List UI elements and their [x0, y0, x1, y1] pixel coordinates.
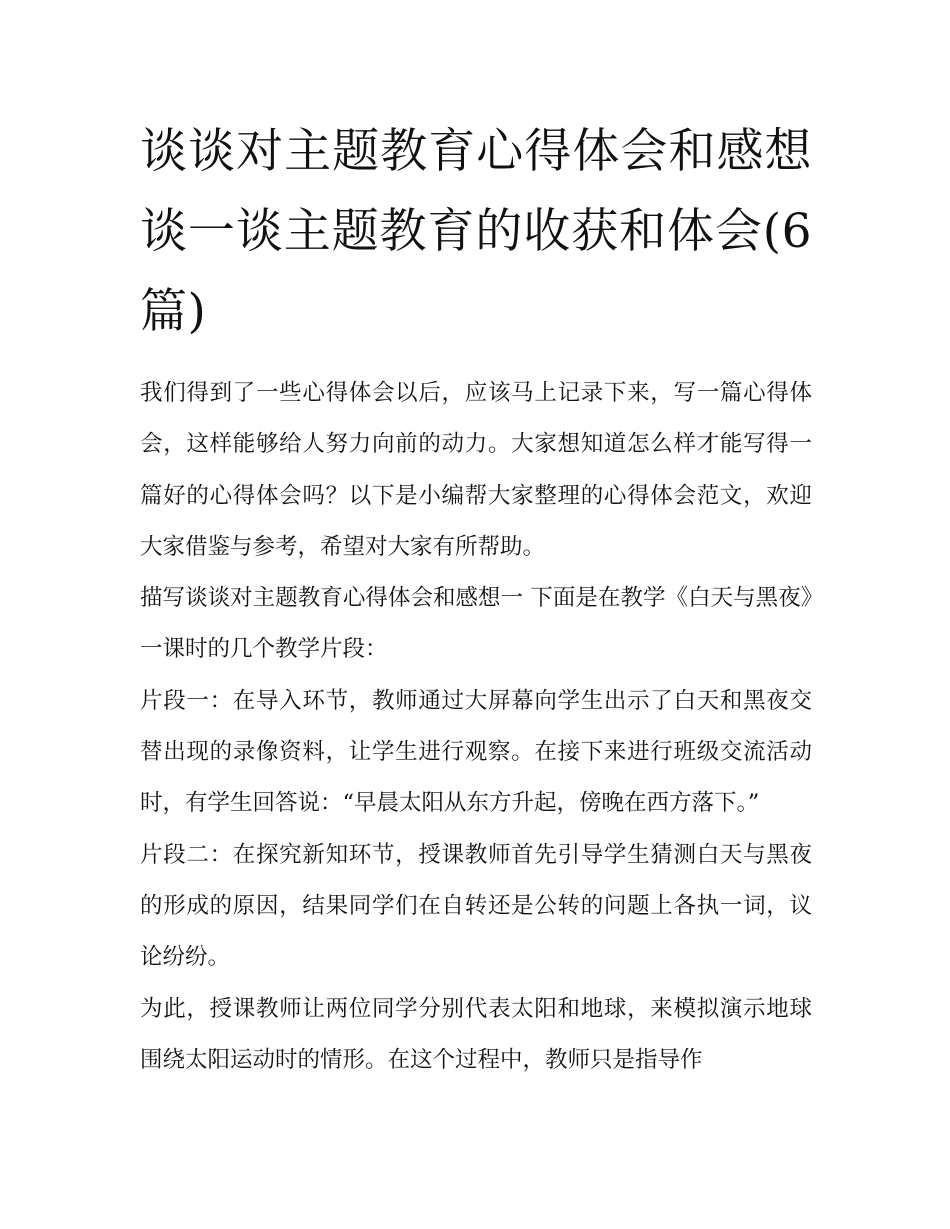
- document-page: [140, 112, 812, 1086]
- document-title: 谈谈对主题教育心得体会和感想 谈一谈主题教育的收获和体会(6篇): [140, 124, 812, 339]
- paragraph-lesson-intro: 描写谈谈对主题教育心得体会和感想一 下面是在教学《白天与黑夜》一课时的几个教学片段：: [140, 585, 812, 663]
- paragraph-intro: 我们得到了一些心得体会以后，应该马上记录下来，写一篇心得体会，这样能够给人努力向前的动力。大家想知道怎么样才能写得一篇好的心得体会吗？以下是小编帮大家整理的心得体会范文，欢迎大家借鉴与参考，希望对大家有所帮助。: [140, 380, 812, 560]
- paragraph-simulation: 为此，授课教师让两位同学分别代表太阳和地球，来模拟演示地球围绕太阳运动时的情形。在这个过程中，教师只是指导作: [140, 995, 812, 1073]
- paragraph-segment-one: 片段一：在导入环节，教师通过大屏幕向学生出示了白天和黑夜交替出现的录像资料，让学生进行观察。在接下来进行班级交流活动时，有学生回答说：“早晨太阳从东方升起，傍晚在西方落下。”: [140, 687, 812, 817]
- paragraph-segment-two: 片段二：在探究新知环节，授课教师首先引导学生猜测白天与黑夜的形成的原因，结果同学们在自转还是公转的问题上各执一词，议论纷纷。: [140, 841, 812, 971]
